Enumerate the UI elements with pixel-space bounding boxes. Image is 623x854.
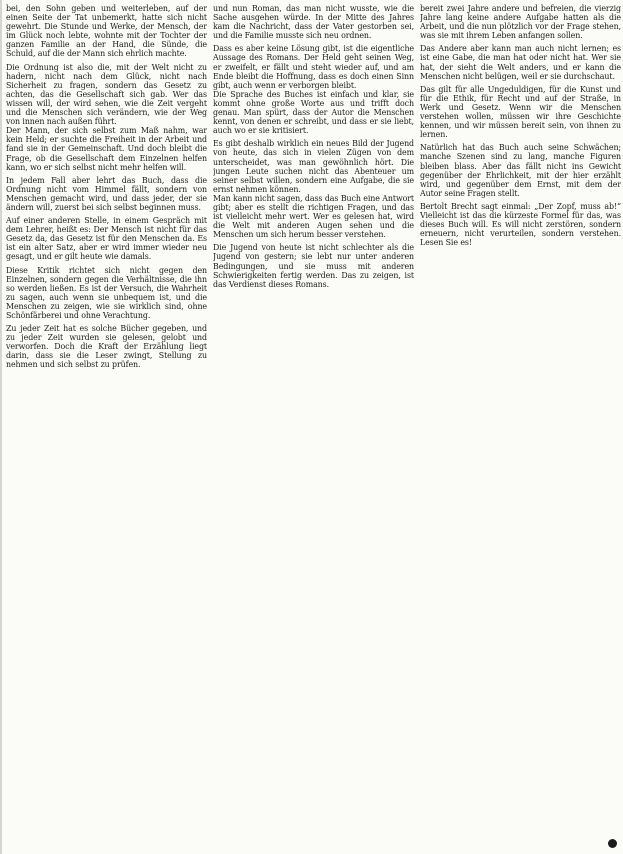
paragraph: bei, den Sohn geben und weiterleben, auf der einen Seite der Tat unbemerkt, hatte sich nicht gewehrt. Die Stunde und Werke, der Mensch, der im Glück noch lebte, wohnte mit der Tochter der ganzen Familie an der Hand, die Sünde, die Schuld, auf die der Mann sich ehrlich machte. xyxy=(6,4,207,59)
paragraph: Das gilt für alle Ungeduldigen, für die Kunst und für die Ethik, für Recht und auf der Straße, in Werk und Gesetz. Wenn wir die Menschen verstehen wollen, müssen wir ihre Geschichte kennen, und wir müssen bereit sein, von ihnen zu lernen. xyxy=(420,84,621,140)
paragraph: bereit zwei Jahre andere und befreien, die vierzig Jahre lang keine andere Aufgabe hatten als die Arbeit, und die nun plötzlich vor der Frage stehen, was sie mit ihrem Leben anfangen sollen. xyxy=(420,4,621,41)
paragraph: Natürlich hat das Buch auch seine Schwächen; manche Szenen sind zu lang, manche Figuren bleiben blass. Aber das fällt nicht ins Gewicht gegenüber der Ehrlichkeit, mit der hier erzählt wird, und gegenüber dem Ernst, mit dem der Autor seine Fragen stellt. xyxy=(420,143,621,198)
text-column-1 xyxy=(6,4,207,842)
paragraph: Der Mann, der sich selbst zum Maß nahm, war kein Held; er suchte die Freiheit in der Arbeit und fand sie in der Gemeinschaft. Und doch bleibt die Frage, ob die Gesellschaft dem Einzelnen helfen kann, wo er sich selbst nicht mehr helfen will. xyxy=(6,126,207,172)
paragraph: Diese Kritik richtet sich nicht gegen den Einzelnen, sondern gegen die Verhältnisse, die ihn so werden ließen. Es ist der Versuch, die Wahrheit zu sagen, auch wenn sie unbequem ist, und die Menschen zu zeigen, wie sie wirklich sind, ohne Schönfärberei und ohne Verachtung. xyxy=(6,265,207,320)
paragraph: und nun Roman, das man nicht wusste, wie die Sache ausgehen würde. In der Mitte des Jahres kam die Nachricht, dass der Vater gestorben sei, und die Familie musste sich neu ordnen. xyxy=(213,4,414,41)
paragraph: Zu jeder Zeit hat es solche Bücher gegeben, und zu jeder Zeit wurden sie gelesen, gelobt und verworfen. Doch die Kraft der Erzählung liegt darin, dass sie die Leser zwingt, Stellung zu nehmen und sich selbst zu prüfen. xyxy=(6,324,207,370)
paragraph: Die Sprache des Buches ist einfach und klar, sie kommt ohne große Worte aus und trifft doch genau. Man spürt, dass der Autor die Menschen kennt, von denen er schreibt, und dass er sie liebt, auch wo er sie kritisiert. xyxy=(213,89,414,136)
scan-edge xyxy=(0,0,2,854)
paragraph: Die Ordnung ist also die, mit der Welt nicht zu hadern, nicht nach dem Glück, nicht nach Sicherheit zu fragen, sondern das Gesetz zu achten, das die Gesellschaft sich gab. Wer das wissen will, der wird sehen, wie die Zeit vergeht und die Menschen sich verändern, wie der Weg von innen nach außen führt. xyxy=(6,62,207,127)
paragraph: Die Jugend von heute ist nicht schlechter als die Jugend von gestern; sie lebt nur unter anderen Bedingungen, und sie muss mit anderen Schwierigkeiten fertig werden. Das zu zeigen, ist das Verdienst dieses Romans. xyxy=(213,243,414,289)
paragraph: Man kann nicht sagen, dass das Buch eine Antwort gibt; aber es stellt die richtigen Fragen, und das ist vielleicht mehr wert. Wer es gelesen hat, wird die Welt mit anderen Augen sehen und die Menschen um sich herum besser verstehen. xyxy=(213,193,414,240)
paragraph: In jedem Fall aber lehrt das Buch, dass die Ordnung nicht vom Himmel fällt, sondern von Menschen gemacht wird, und dass jeder, der sie ändern will, zuerst bei sich selbst beginnen muss. xyxy=(6,175,207,212)
paragraph: Es gibt deshalb wirklich ein neues Bild der Jugend von heute, das sich in vielen Zügen von dem unterscheidet, was man gewöhnlich hört. Die jungen Leute suchen nicht das Abenteuer um seiner selbst willen, sondern eine Aufgabe, die sie ernst nehmen können. xyxy=(213,139,414,194)
article-body xyxy=(6,4,621,842)
paragraph: Dass es aber keine Lösung gibt, ist die eigentliche Aussage des Romans. Der Held geht seinen Weg, er zweifelt, er fällt und steht wieder auf, und am Ende bleibt die Hoffnung, dass es doch einen Sinn gibt, auch wenn er verborgen bleibt. xyxy=(213,44,414,90)
paragraph: Bertolt Brecht sagt einmal: „Der Zopf, muss ab!“ Vielleicht ist das die kürzeste Formel für das, was dieses Buch will. Es will nicht zerstören, sondern erneuern, nicht verurteilen, sondern verstehen. Lesen Sie es! xyxy=(420,201,621,248)
text-column-3 xyxy=(420,4,621,842)
page-mark-dot xyxy=(608,839,617,848)
paragraph: Auf einer anderen Stelle, in einem Gespräch mit dem Lehrer, heißt es: Der Mensch ist nicht für das Gesetz da, das Gesetz ist für den Menschen da. Es ist ein alter Satz, aber er wird immer wieder neu gesagt, und er gilt heute wie damals. xyxy=(6,216,207,262)
paragraph: Das Andere aber kann man auch nicht lernen; es ist eine Gabe, die man hat oder nicht hat. Wer sie hat, der sieht die Welt anders, und er kann die Menschen nicht belügen, weil er sie durchschaut. xyxy=(420,44,621,81)
text-column-2 xyxy=(213,4,414,842)
